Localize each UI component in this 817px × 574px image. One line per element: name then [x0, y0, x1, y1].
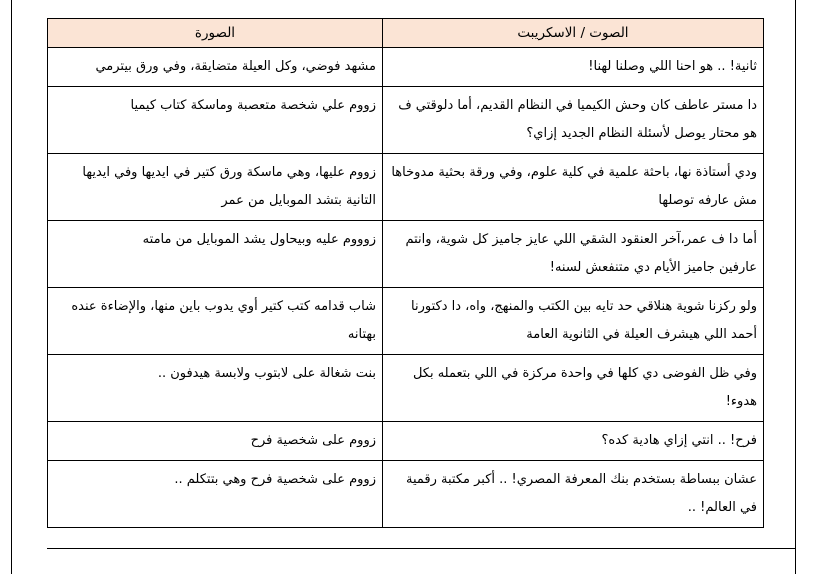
- audio-cell: عشان ببساطة بستخدم بنك المعرفة المصري! .. أكبر مكتبة رقمية في العالم! ..: [383, 461, 764, 528]
- script-table-container: [47, 18, 763, 528]
- table-row: [48, 87, 764, 154]
- image-cell: بنت شغالة على لابتوب ولابسة هيدفون ..: [48, 355, 383, 422]
- image-cell: مشهد فوضي، وكل العيلة متضايقة، وفي ورق بيترمي: [48, 48, 383, 87]
- table-row: [48, 48, 764, 87]
- table-row: [48, 288, 764, 355]
- image-cell: زووم على شخصية فرح وهي بتتكلم ..: [48, 461, 383, 528]
- audio-cell: ودي أستاذة نها، باحثة علمية في كلية علوم، وفي ورقة بحثية مدوخاها مش عارفه توصلها: [383, 154, 764, 221]
- audio-cell: دا مستر عاطف كان وحش الكيميا في النظام القديم، أما دلوقتي ف هو محتار يوصل لأسئلة النظام الجديد إزاي؟: [383, 87, 764, 154]
- audio-cell: فرح! .. انتي إزاي هادية كده؟: [383, 422, 764, 461]
- audio-cell: وفي ظل الفوضى دي كلها في واحدة مركزة في اللي بتعمله بكل هدوء!: [383, 355, 764, 422]
- image-cell: شاب قدامه كتب كتير أوي يدوب باين منها، والإضاءة عنده بهتانه: [48, 288, 383, 355]
- audio-cell: ولو ركزنا شوية هنلاقي حد تايه بين الكتب والمنهج، واه، دا دكتورنا أحمد اللي هيشرف العيلة في الثانوية العامة: [383, 288, 764, 355]
- image-cell: زووم على شخصية فرح: [48, 422, 383, 461]
- table-row: [48, 422, 764, 461]
- table-header-row: [48, 19, 764, 48]
- audio-cell: ثانية! .. هو احنا اللي وصلنا لهنا!: [383, 48, 764, 87]
- page-border-right: [795, 0, 796, 574]
- script-table: [47, 18, 764, 528]
- image-cell: زوووم عليه وبيحاول يشد الموبايل من مامته: [48, 221, 383, 288]
- image-cell: زووم علي شخصة متعصبة وماسكة كتاب كيميا: [48, 87, 383, 154]
- header-audio: الصوت / الاسكريبت: [383, 19, 764, 48]
- page-border-bottom: [47, 548, 796, 549]
- table-row: [48, 355, 764, 422]
- table-row: [48, 221, 764, 288]
- table-row: [48, 154, 764, 221]
- audio-cell: أما دا ف عمر،آخر العنقود الشقي اللي عايز جاميز كل شوية، وانتم عارفين جاميز الأيام دي متنفعش لسنه!: [383, 221, 764, 288]
- table-row: [48, 461, 764, 528]
- page-border-left: [11, 0, 12, 574]
- image-cell: زووم عليها، وهي ماسكة ورق كتير في ايديها وفي ايديها التانية بتشد الموبايل من عمر: [48, 154, 383, 221]
- header-image: الصورة: [48, 19, 383, 48]
